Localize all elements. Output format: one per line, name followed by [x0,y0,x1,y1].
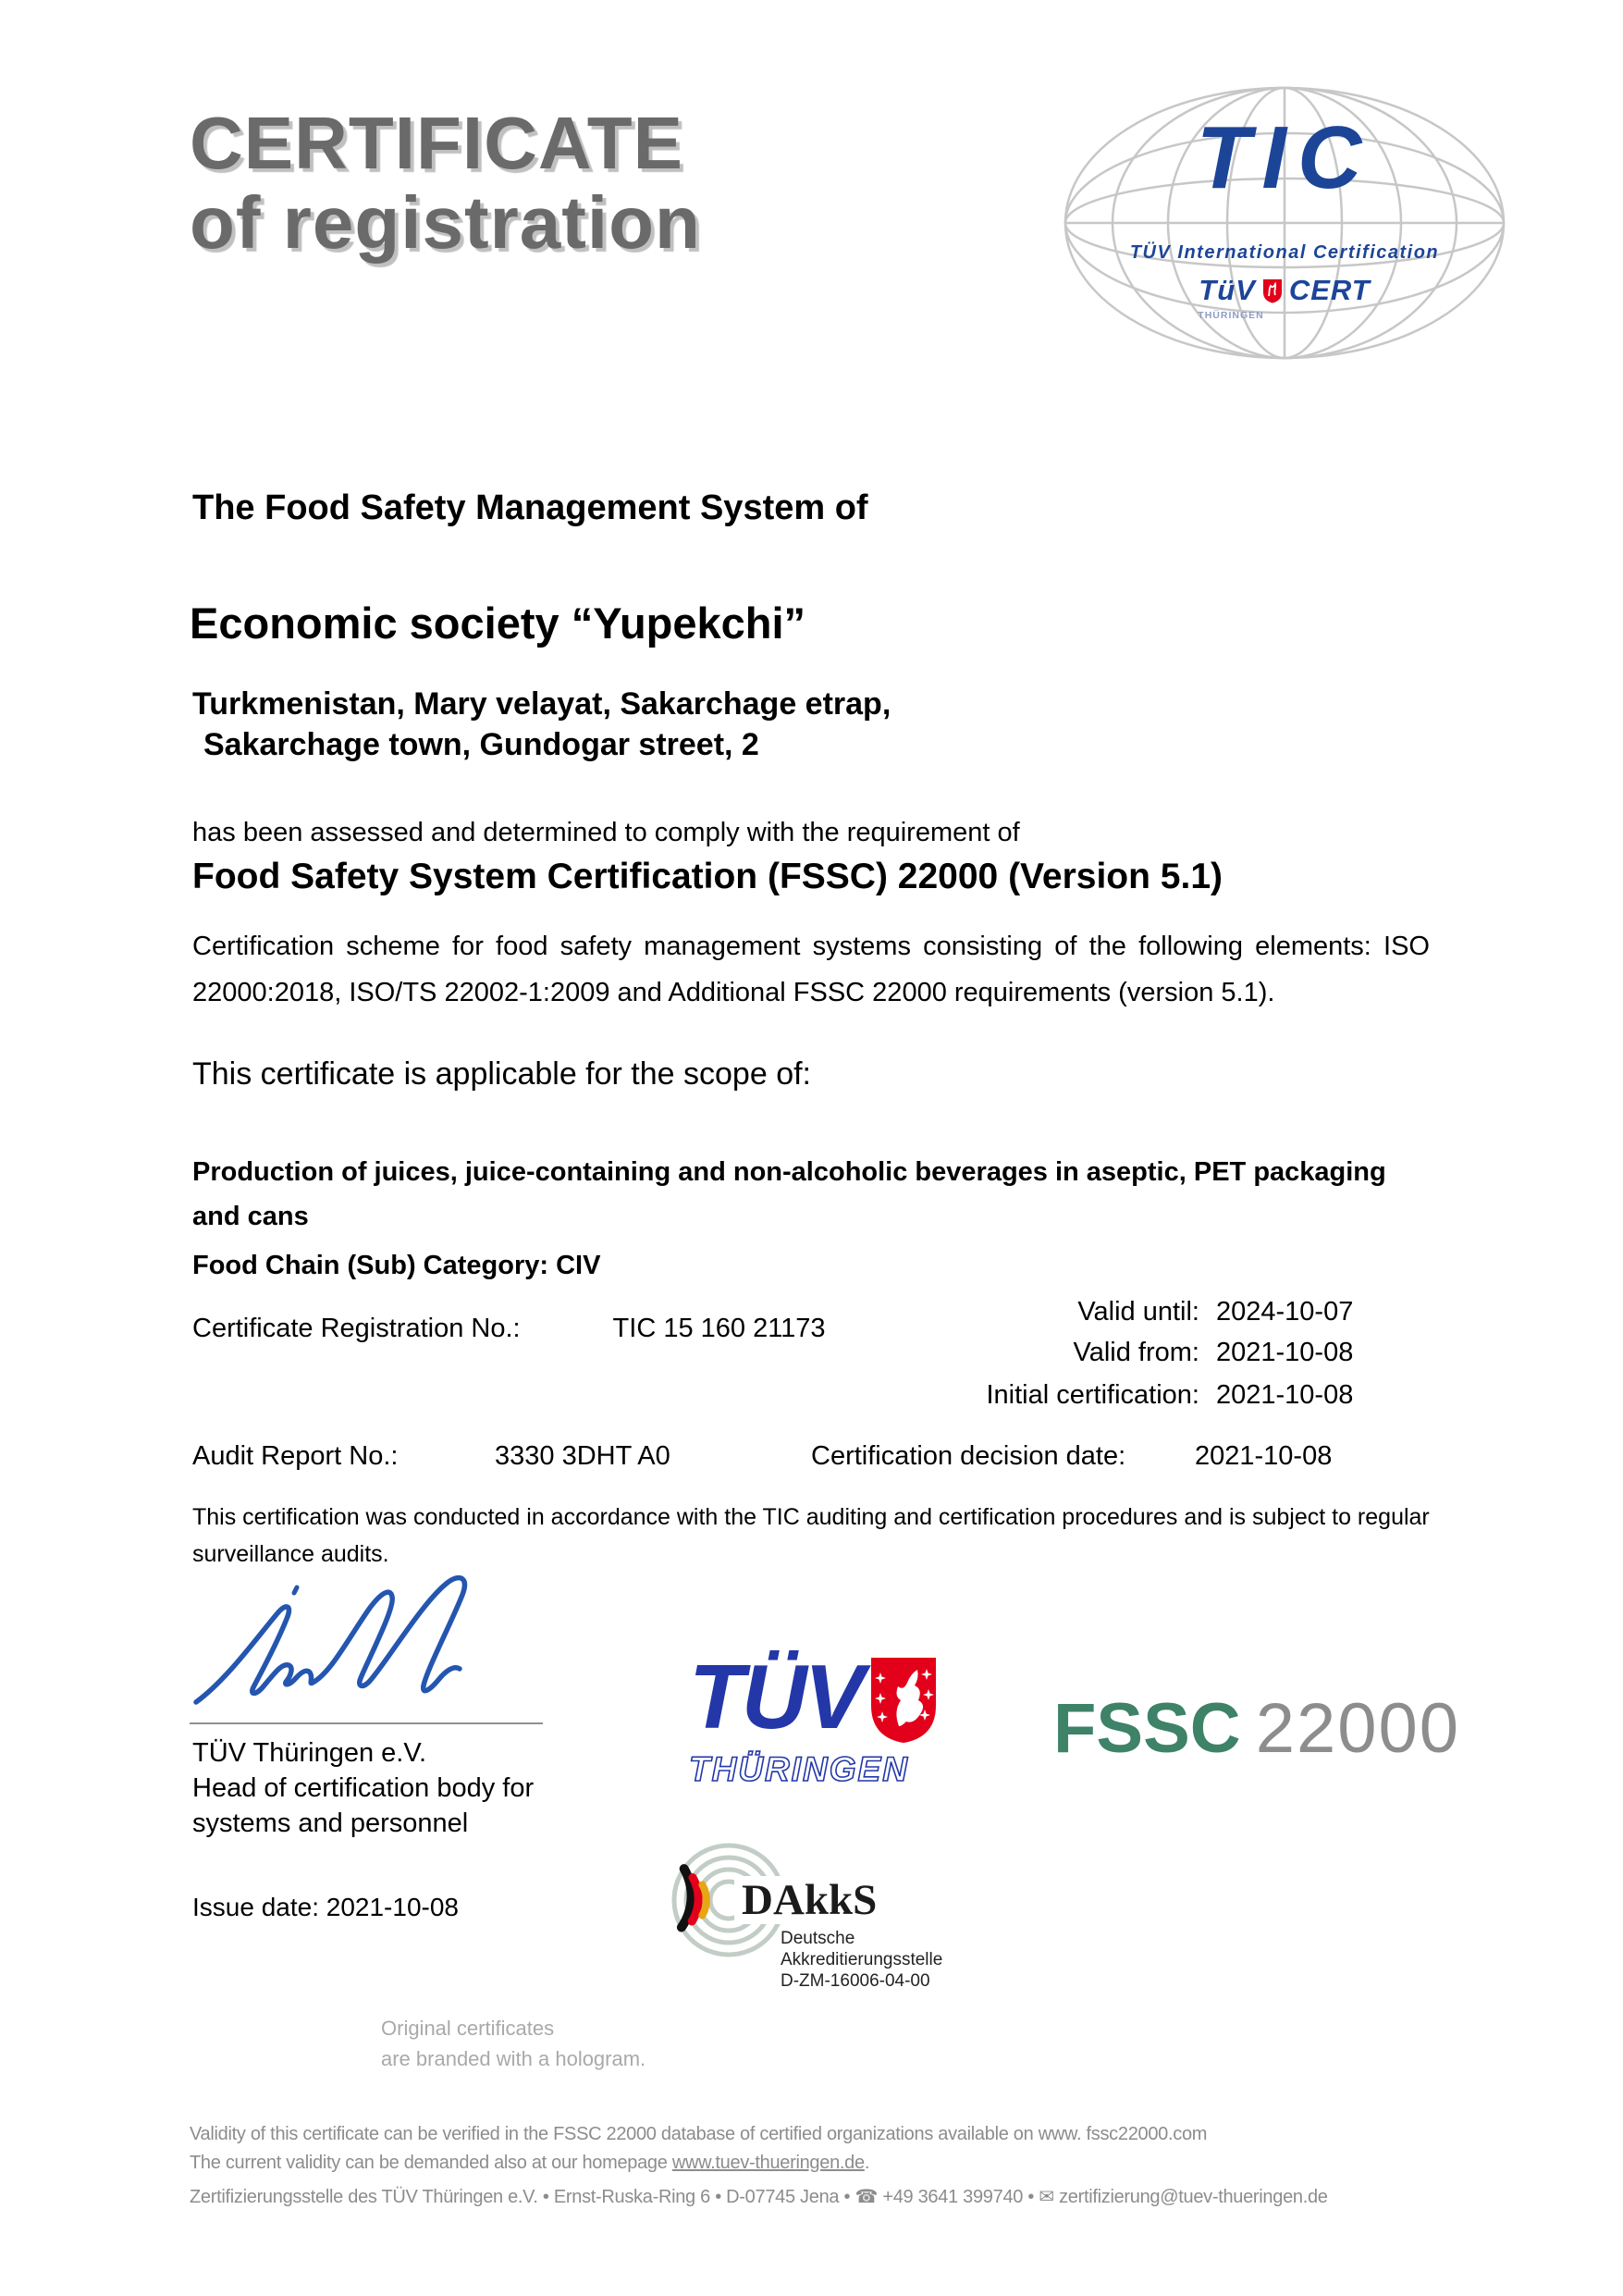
footer-contact [190,2185,1328,2208]
tuv-logo-region: THÜRINGEN [689,1750,909,1788]
footer-homepage-prefix: The current validity can be demanded also at our homepage [190,2153,672,2173]
scheme-paragraph: Certification scheme for food safety management systems consisting of the following elements: ISO 22000:2018, ISO/TS 22002-1:2009 and Additional FSSC 22000 requirements (version 5.1). [192,932,1430,1007]
company-address-line1: Turkmenistan, Mary velayat, Sakarchage etrap, [192,686,891,722]
registration-value: TIC 15 160 21173 [612,1314,826,1343]
homepage-link[interactable]: www.tuev-thueringen.de [671,2153,865,2173]
dakks-text-line2: Akkreditierungsstelle [781,1950,943,1969]
validity-row-from [883,1332,1364,1373]
hologram-note-line1: Original certificates [381,2017,555,2040]
hologram-note [381,2013,646,2074]
footer-contact-address: Zertifizierungsstelle des TÜV Thüringen e.V. • Ernst-Ruska-Ring 6 • D-07745 Jena • [190,2187,851,2207]
tuv-logo-row [689,1646,966,1747]
tic-cert-cert: CERT [1288,274,1371,306]
audit-report-value: 3330 3DHT A0 [495,1441,670,1471]
audit-row [0,1436,1623,1476]
phone-icon: ☎ [855,2187,879,2207]
valid-from-value: 2021-10-08 [1216,1338,1354,1367]
company-name: Economic society “Yupekchi” [190,599,806,648]
company-address-line2: Sakarchage town, Gundogar street, 2 [203,727,759,762]
registration-label: Certificate Registration No.: [192,1314,521,1343]
issue-date: Issue date: 2021-10-08 [192,1893,459,1921]
footer-validity-line1: Validity of this certificate can be verified in the FSSC 22000 database of certified organizations available on www. fssc22000.com [190,2124,1208,2144]
tic-logo-subtitle: TÜV International Certification [1129,242,1440,263]
registration-row [192,1314,826,1344]
tic-crest-icon [1262,278,1283,303]
tic-logo-acronym: TIC [1196,108,1373,207]
tuv-thueringen-logo [689,1646,966,1819]
food-chain-category: Food Chain (Sub) Category: CIV [192,1251,601,1280]
signatory-block [192,1735,534,1841]
tic-cert-line [1062,274,1507,307]
audit-report-label: Audit Report No.: [192,1441,399,1471]
validity-row-until [883,1291,1364,1332]
tic-cert-tuv: TüV [1199,274,1256,306]
signatory-org: TÜV Thüringen e.V. [192,1738,427,1768]
tic-logo [1062,83,1507,363]
tuv-logo-word: TÜV [689,1646,862,1747]
surveillance-note: This certification was conducted in accordance with the TIC auditing and certification procedures and is subject to regular surveillance audits. [192,1504,1430,1567]
scope-intro: This certificate is applicable for the scope of: [192,1056,811,1092]
valid-until-label: Valid until: [1077,1297,1199,1327]
decision-date-label: Certification decision date: [811,1441,1126,1471]
dakks-logo [662,1843,995,2005]
validity-block [883,1291,1364,1415]
tuv-shield-icon [869,1656,938,1745]
valid-from-label: Valid from: [1073,1338,1199,1367]
footer-contact-phone: +49 3641 399740 • [882,2187,1035,2207]
system-heading: The Food Safety Management System of [192,488,868,527]
page-title-line1: CERTIFICATE [190,102,683,184]
footer-validity [190,2120,1484,2178]
validity-row-initial [883,1375,1364,1415]
tic-cert-region: THÜRINGEN [1198,310,1264,321]
dakks-text-line3: D-ZM-16006-04-00 [781,1971,930,1991]
fssc-logo-name: FSSC [1053,1688,1241,1768]
footer-contact-email: zertifizierung@tuev-thueringen.de [1059,2187,1328,2207]
page-title-line2: of registration [190,181,701,264]
footer-validity-line2 [190,2149,1484,2178]
page-title [190,104,701,263]
valid-until-value: 2024-10-07 [1216,1297,1354,1327]
initial-certification-value: 2021-10-08 [1216,1380,1354,1410]
scope-text: Production of juices, juice-containing and non-alcoholic beverages in aseptic, PET packaging and cans [192,1157,1386,1231]
dakks-text-line1: Deutsche [781,1929,855,1948]
hologram-note-line2: are branded with a hologram. [381,2047,646,2070]
signatory-role-line1: Head of certification body for [192,1773,535,1803]
decision-date-value: 2021-10-08 [1195,1441,1333,1471]
signature-graphic [185,1571,546,1721]
signatory-role-line2: systems and personnel [192,1808,469,1838]
fssc-logo-number: 22000 [1255,1688,1461,1768]
initial-certification-label: Initial certification: [986,1380,1199,1410]
envelope-icon: ✉ [1039,2187,1054,2207]
fssc-22000-logo [1040,1682,1461,1774]
dakks-logo-word: DAkkS [734,1876,884,1924]
footer-homepage-suffix: . [864,2153,870,2173]
dakks-logo-text [781,1928,942,1992]
assessed-statement: has been assessed and determined to comply with the requirement of [192,818,1020,847]
signature-line [190,1722,543,1724]
standard-heading: Food Safety System Certification (FSSC) 22000 (Version 5.1) [192,857,1223,896]
